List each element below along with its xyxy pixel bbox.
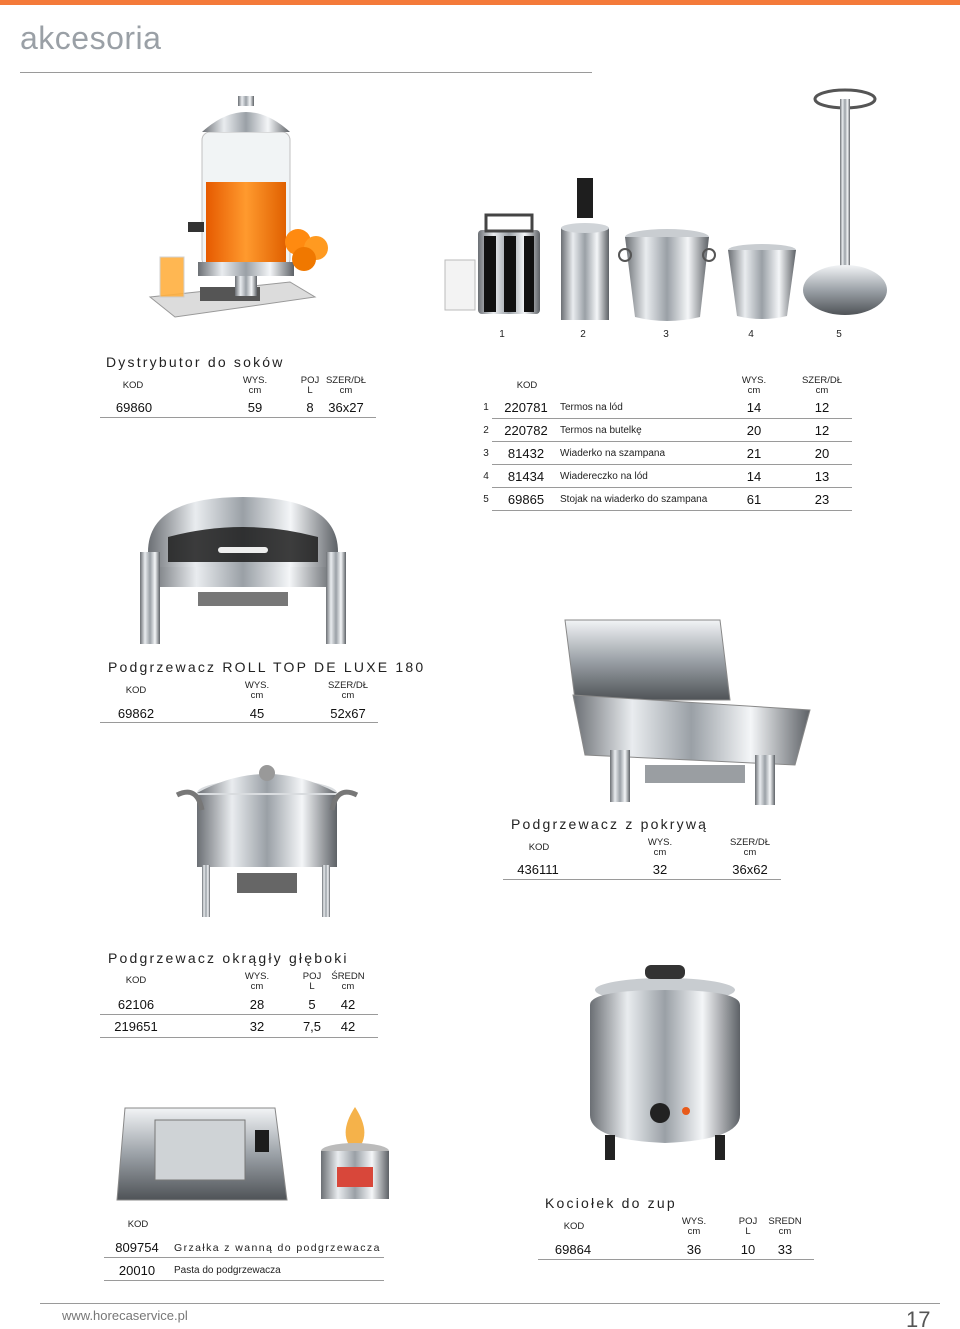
image-number-4: 4 (748, 329, 754, 340)
lid-header-szer: SZER/DŁ cm (729, 837, 771, 858)
ice-name: Termos na butelkę (560, 425, 642, 436)
rolltop-header-szer: SZER/DŁ cm (327, 680, 369, 701)
ice-kod: 220781 (504, 400, 548, 415)
rolltop-kod: 69862 (117, 706, 155, 721)
ice-wys: 21 (746, 446, 762, 461)
juice-wys: 59 (247, 400, 263, 415)
ice-wys: 61 (746, 492, 762, 507)
ice-header-wys: WYS. cm (741, 375, 767, 396)
soup-row-rule (538, 1259, 814, 1260)
row-rule (492, 418, 852, 419)
juice-header-wys: WYS. cm (242, 375, 268, 396)
row-number: 5 (483, 494, 489, 505)
footer-url[interactable]: www.horecaservice.pl (62, 1308, 188, 1323)
row-number: 3 (483, 448, 489, 459)
lid-szer: 36x62 (732, 862, 768, 877)
lid-header-kod: KOD (528, 842, 550, 853)
ice-name: Termos na lód (560, 402, 623, 413)
page-number: 17 (906, 1307, 931, 1329)
ice-wys: 20 (746, 423, 762, 438)
juice-header-kod: KOD (122, 380, 144, 391)
ice-kod: 81434 (507, 469, 545, 484)
round-header-sredn: ŚREDN cm (331, 971, 365, 992)
row-rule (104, 1280, 384, 1281)
ice-szer: 13 (814, 469, 830, 484)
row-number: 1 (483, 402, 489, 413)
juice-szer: 36x27 (328, 400, 364, 415)
round-kod: 62106 (117, 997, 155, 1012)
round-header-kod: KOD (125, 975, 147, 986)
round-poj: 5 (308, 997, 316, 1012)
row-number: 4 (483, 471, 489, 482)
ice-szer: 12 (814, 423, 830, 438)
rolltop-wys: 45 (249, 706, 265, 721)
ice-name: Wiadereczko na lód (560, 471, 648, 482)
lid-section-title: Podgrzewacz z pokrywą (511, 816, 709, 832)
ice-thermos-image (440, 210, 550, 320)
round-sredn: 42 (340, 1019, 356, 1034)
round-header-wys: WYS. cm (244, 971, 270, 992)
ice-name: Stojak na wiaderko do szampana (560, 494, 708, 505)
rolltop-chafer-image (138, 492, 348, 647)
top-accent-bar (0, 0, 960, 5)
round-wys: 32 (249, 1019, 265, 1034)
row-rule (100, 1014, 378, 1015)
bottle-thermos-image (555, 178, 615, 323)
soup-poj: 10 (740, 1242, 756, 1257)
soup-section-title: Kociołek do zup (545, 1195, 677, 1211)
ice-wys: 14 (746, 400, 762, 415)
row-rule (104, 1257, 384, 1258)
ice-kod: 220782 (504, 423, 548, 438)
round-section-title: Podgrzewacz okrągły głęboki (108, 950, 349, 966)
rolltop-header-kod: KOD (125, 685, 147, 696)
row-rule (492, 510, 852, 511)
row-rule (492, 487, 852, 488)
ice-kod: 69865 (507, 492, 545, 507)
juice-section-title: Dystrybutor do soków (106, 354, 285, 370)
lid-wys: 32 (652, 862, 668, 877)
row-rule (492, 464, 852, 465)
rolltop-szer: 52x67 (330, 706, 366, 721)
image-number-1: 1 (499, 329, 505, 340)
soup-wys: 36 (686, 1242, 702, 1257)
soup-header-sredn: SREDN cm (768, 1216, 802, 1237)
rolltop-section-title: Podgrzewacz ROLL TOP DE LUXE 180 (108, 659, 426, 675)
ice-header-kod: KOD (516, 380, 538, 391)
round-poj: 7,5 (302, 1019, 322, 1034)
juice-row-rule (100, 417, 376, 418)
soup-sredn: 33 (777, 1242, 793, 1257)
round-wys: 28 (249, 997, 265, 1012)
champagne-bucket-image (620, 225, 715, 325)
rolltop-row-rule (100, 722, 378, 723)
heater-name: Grzałka z wanną do podgrzewacza (174, 1242, 381, 1254)
soup-header-wys: WYS. cm (681, 1216, 707, 1237)
soup-kettle-image (580, 965, 750, 1165)
bucket-stand-image (800, 85, 895, 320)
ice-bucket-small-image (725, 242, 800, 322)
page-title: akcesoria (20, 20, 162, 56)
round-header-poj: POJ L (302, 971, 322, 992)
juice-poj: 8 (306, 400, 314, 415)
rolltop-header-wys: WYS. cm (244, 680, 270, 701)
footer-rule (40, 1303, 940, 1304)
lid-header-wys: WYS. cm (647, 837, 673, 858)
soup-kod: 69864 (554, 1242, 592, 1257)
heater-kod: 20010 (118, 1263, 156, 1278)
soup-header-kod: KOD (563, 1221, 585, 1232)
image-number-5: 5 (836, 329, 842, 340)
ice-kod: 81432 (507, 446, 545, 461)
lid-row-rule (503, 879, 781, 880)
ice-header-szer: SZER/DŁ cm (801, 375, 843, 396)
heater-kod: 809754 (115, 1240, 159, 1255)
ice-wys: 14 (746, 469, 762, 484)
soup-header-poj: POJ L (738, 1216, 758, 1237)
heater-tray-image (115, 1100, 295, 1210)
image-number-2: 2 (580, 329, 586, 340)
round-sredn: 42 (340, 997, 356, 1012)
row-rule (492, 441, 852, 442)
row-number: 2 (483, 425, 489, 436)
heater-name: Pasta do podgrzewacza (174, 1265, 281, 1276)
round-kod: 219651 (114, 1019, 158, 1034)
fuel-paste-image (315, 1105, 395, 1205)
juice-header-poj: POJ L (300, 375, 320, 396)
row-rule (100, 1037, 378, 1038)
ice-szer: 23 (814, 492, 830, 507)
ice-szer: 20 (814, 446, 830, 461)
juice-header-szer: SZER/DŁ cm (325, 375, 367, 396)
ice-name: Wiaderko na szampana (560, 448, 666, 459)
title-rule (20, 72, 592, 73)
juice-kod: 69860 (115, 400, 153, 415)
ice-szer: 12 (814, 400, 830, 415)
lid-kod: 436111 (517, 862, 559, 877)
round-chafer-image (172, 765, 357, 920)
juice-dispenser-image (140, 92, 340, 342)
heater-header-kod: KOD (127, 1219, 149, 1230)
image-number-3: 3 (663, 329, 669, 340)
chafer-with-lid-image (555, 615, 820, 805)
